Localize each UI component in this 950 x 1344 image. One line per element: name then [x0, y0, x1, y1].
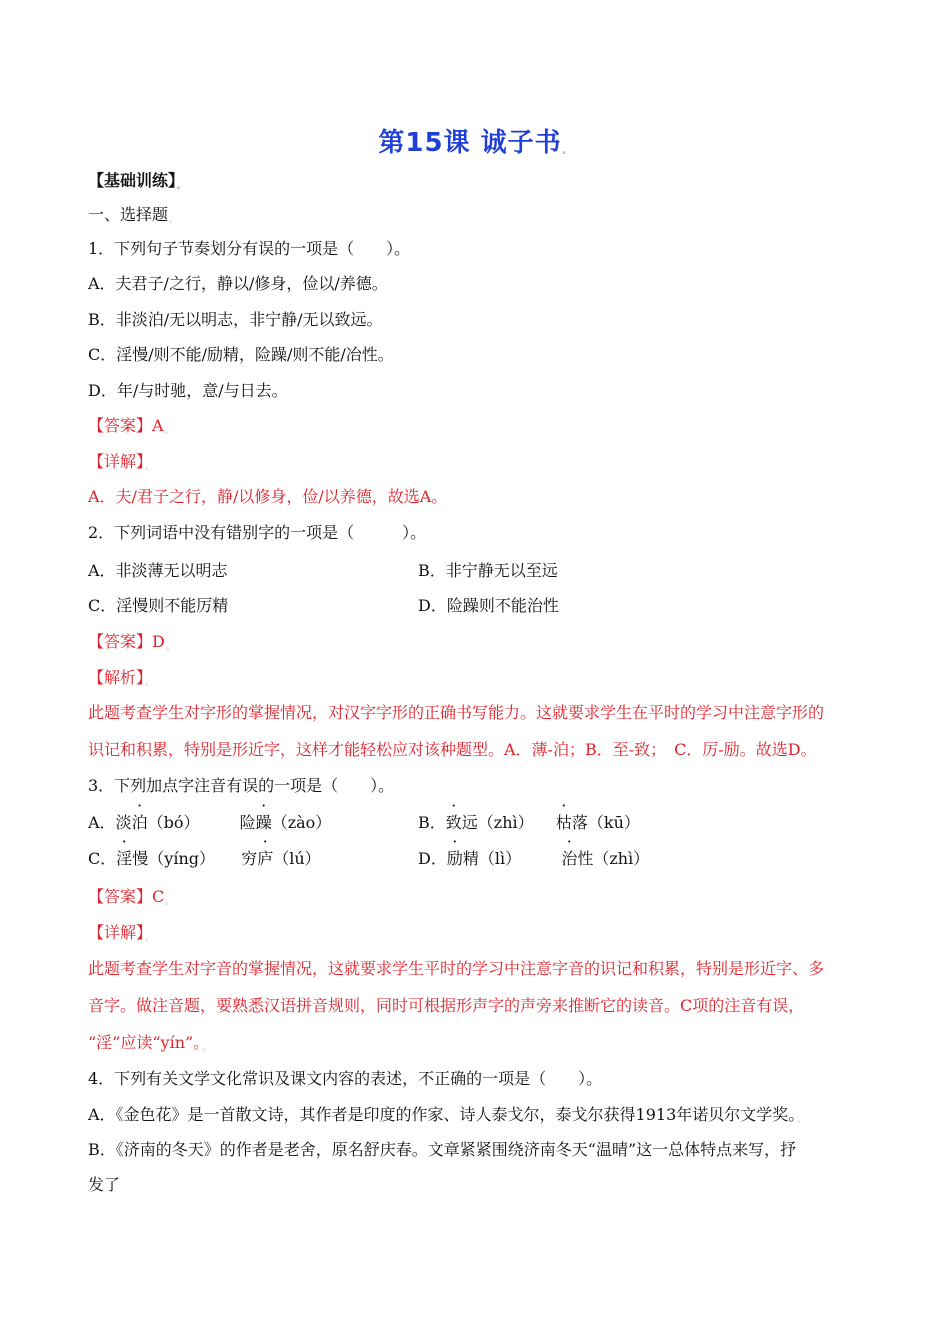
q4-option-b-line-2: 发了 — [88, 1175, 121, 1194]
emphasis-dot-char: 淫 — [116, 849, 133, 868]
emphasis-dot-char: 躁 — [255, 813, 272, 832]
q3-explanation-line-2: 音字。做注音题，要熟悉汉语拼音规则，同时可根据形声字的声旁来推断它的读音。C项的注音有误， — [88, 996, 805, 1015]
q3-option-d: D．励精（lì） 治性（zhì） — [418, 849, 650, 868]
emphasis-dot-char: 治 — [561, 849, 578, 868]
part-heading: 一、选择题。 — [88, 205, 178, 224]
section-heading: 【基础训练】。 — [88, 171, 186, 190]
q1-option-d: D．年/与时驰，意/与日去。 — [88, 381, 288, 400]
q3-stem: 3．下列加点字注音有误的一项是（ ）。 — [88, 776, 395, 795]
q4-option-b-line-1: B．《济南的冬天》的作者是老舍，原名舒庆春。文章紧紧围绕济南冬天“温晴”这一总体特点来写，抒 — [88, 1140, 797, 1159]
q3-option-b: B．致远（zhì） 枯落（kū） — [418, 813, 640, 832]
q1-option-a: A．夫君子/之行，静以/修身，俭以/养德。 — [88, 274, 388, 293]
q3-explanation-line-1: 此题考查学生对字音的掌握情况，这就要求学生平时的学习中注意字音的识记和积累，特别是形近字、多 — [88, 959, 825, 978]
q4-stem: 4．下列有关文学文化常识及课文内容的表述，不正确的一项是（ ）。 — [88, 1069, 603, 1088]
q2-explain-label: 【解析】。 — [88, 668, 154, 687]
q2-explanation-line-1: 此题考查学生对字形的掌握情况，对汉字字形的正确书写能力。这就要求学生在平时的学习中注意字形的 — [88, 703, 825, 722]
q1-explanation: A．夫/君子之行，静/以修身，俭/以养德，故选A。 — [88, 487, 448, 506]
q2-explanation-line-2: 识记和积累，特别是形近字，这样才能轻松应对该种题型。A．薄-泊；B．至-致； C．厉-励。故选D。 — [88, 740, 817, 759]
emphasis-dot-char: 枯 — [555, 813, 572, 832]
q1-option-b: B．非淡泊/无以明志，非宁静/无以致远。 — [88, 310, 383, 329]
emphasis-dot-char: 庐 — [257, 849, 274, 868]
q2-option-d: D．险躁则不能治性 — [418, 596, 559, 615]
q1-answer: 【答案】A。 — [88, 416, 173, 435]
q2-option-a: A．非淡薄无以明志 — [88, 561, 228, 580]
q4-option-a: A．《金色花》是一首散文诗，其作者是印度的作家、诗人泰戈尔，泰戈尔获得1913年诺贝尔文学奖。。 — [88, 1105, 806, 1124]
q2-option-b: B．非宁静无以至远 — [418, 561, 558, 580]
q3-answer: 【答案】C。 — [88, 887, 174, 906]
q2-stem: 2．下列词语中没有错别字的一项是（ ）。 — [88, 523, 427, 542]
q3-option-c: C．淫慢（yíng） 穷庐（lú） — [88, 849, 321, 868]
q3-explain-label: 【详解】。 — [88, 923, 154, 942]
emphasis-dot-char: 致 — [445, 813, 462, 832]
q3-explanation-line-3: “淫”应读“yín”。。 — [88, 1033, 211, 1052]
q3-option-a: A．淡泊（bó） 险躁（zào） — [88, 813, 332, 832]
emphasis-dot-char: 励 — [446, 849, 463, 868]
page-title: 第15课 诚子书。 — [378, 128, 572, 158]
q1-stem: 1．下列句子节奏划分有误的一项是（ ）。 — [88, 239, 411, 258]
q1-option-c: C．淫慢/则不能/励精，险躁/则不能/冶性。 — [88, 345, 394, 364]
emphasis-dot-char: 泊 — [131, 813, 148, 832]
q2-option-c: C．淫慢则不能厉精 — [88, 596, 229, 615]
q2-answer: 【答案】D。 — [88, 632, 174, 651]
q1-explain-label: 【详解】。 — [88, 452, 154, 471]
